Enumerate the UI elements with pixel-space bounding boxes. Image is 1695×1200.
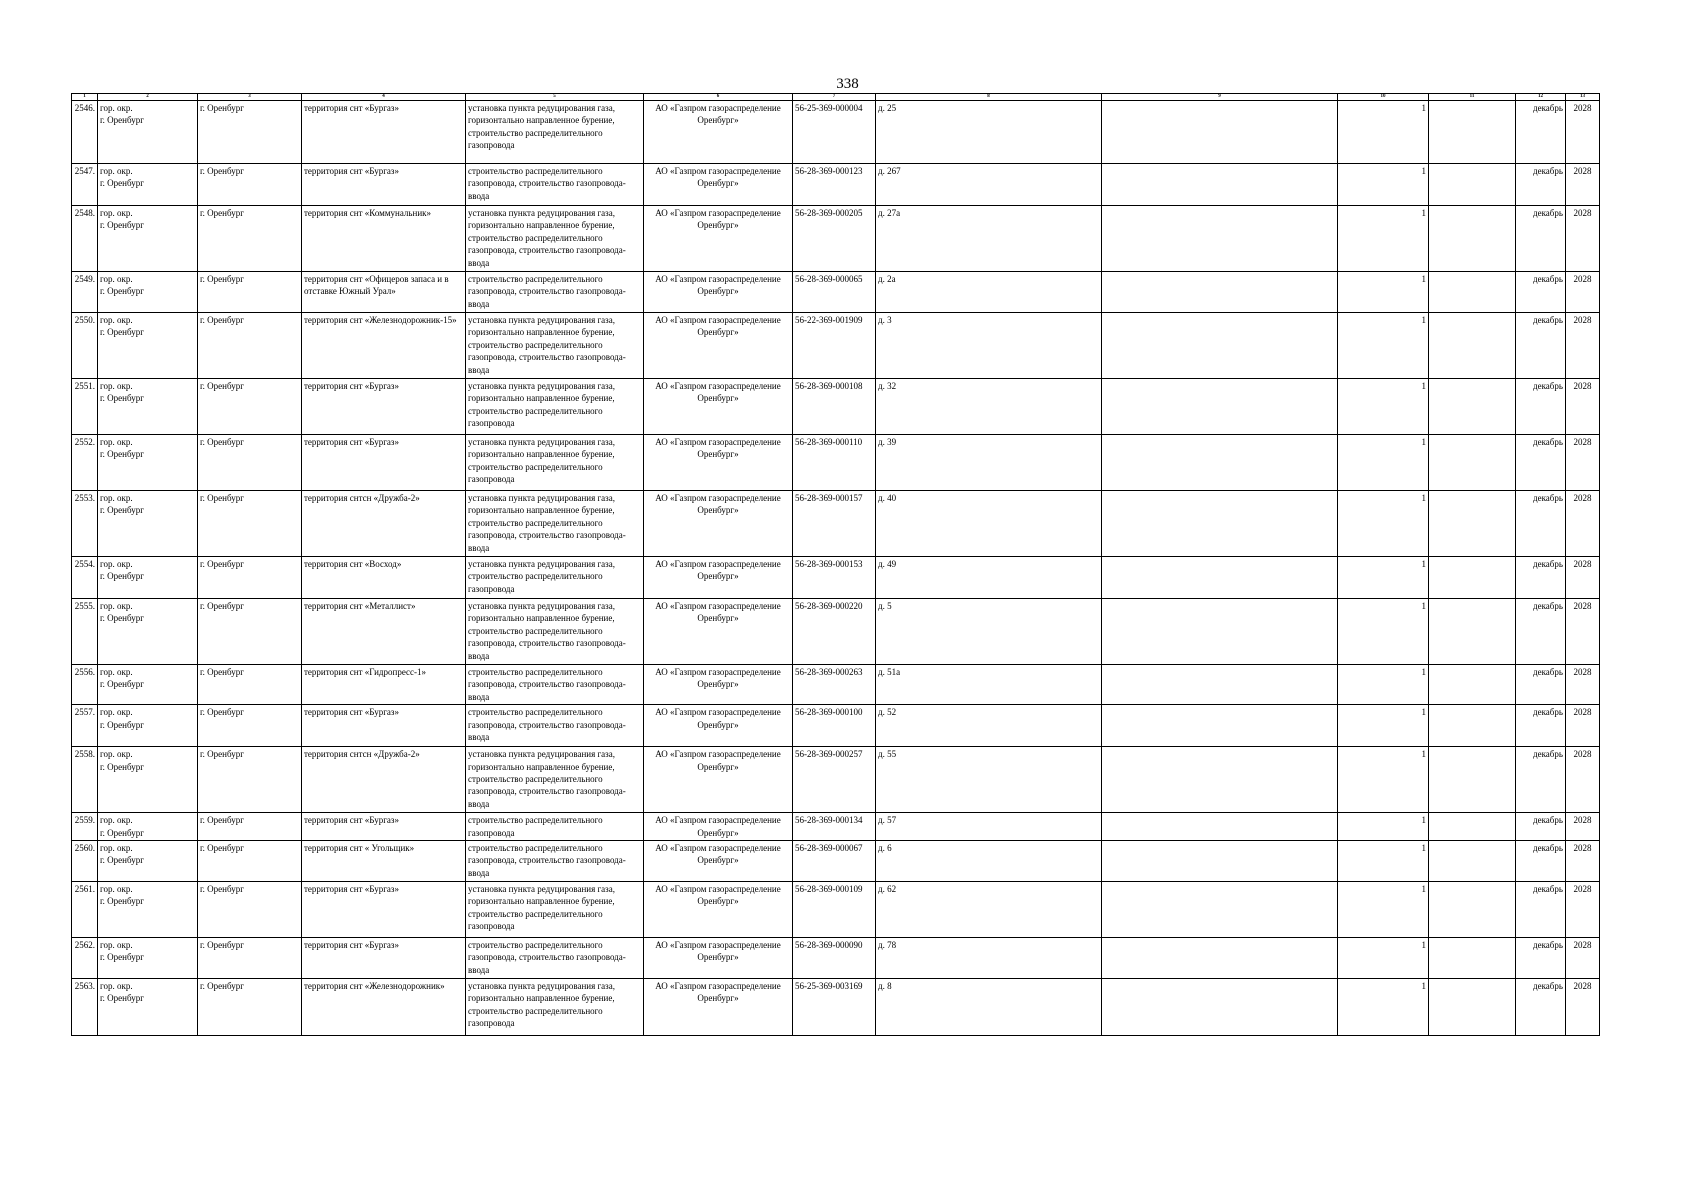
empty-cell-11 <box>1429 435 1516 491</box>
empty-cell-9 <box>1102 599 1338 665</box>
table-row <box>72 435 1600 491</box>
city-cell: г. Оренбург <box>198 101 302 164</box>
header-cell-6: 6 <box>644 94 793 101</box>
year-cell: 2028 <box>1566 164 1600 206</box>
cadastral-cell: 56-22-369-001909 <box>793 313 876 379</box>
empty-cell-9 <box>1102 435 1338 491</box>
row-number: 2554. <box>72 557 98 599</box>
work-cell: установка пункта редуцирования газа, горизонтально направленное бурение, строительство распределительного газопровода <box>466 101 644 164</box>
territory-cell: территория снтсн «Дружба-2» <box>302 491 466 557</box>
organization-cell: АО «Газпром газораспределение Оренбург» <box>644 599 793 665</box>
city-cell: г. Оренбург <box>198 206 302 272</box>
table-row <box>72 557 1600 599</box>
work-cell: строительство распределительного газопровода, строительство газопровода-ввода <box>466 665 644 705</box>
row-number: 2558. <box>72 747 98 813</box>
district-cell: гор. окр. г. Оренбург <box>98 435 198 491</box>
month-cell: декабрь <box>1516 938 1566 979</box>
work-cell: установка пункта редуцирования газа, горизонтально направленное бурение, строительство распределительного газопровода <box>466 882 644 938</box>
city-cell: г. Оренбург <box>198 938 302 979</box>
territory-cell: территория снт «Металлист» <box>302 599 466 665</box>
cadastral-cell: 56-28-369-000157 <box>793 491 876 557</box>
empty-cell-9 <box>1102 313 1338 379</box>
district-cell: гор. окр. г. Оренбург <box>98 705 198 747</box>
cadastral-cell: 56-28-369-000108 <box>793 379 876 435</box>
month-cell: декабрь <box>1516 435 1566 491</box>
house-cell: д. 2а <box>876 272 1102 313</box>
empty-cell-9 <box>1102 841 1338 882</box>
organization-cell: АО «Газпром газораспределение Оренбург» <box>644 665 793 705</box>
year-cell: 2028 <box>1566 882 1600 938</box>
row-number: 2550. <box>72 313 98 379</box>
cadastral-cell: 56-25-369-000004 <box>793 101 876 164</box>
city-cell: г. Оренбург <box>198 379 302 435</box>
organization-cell: АО «Газпром газораспределение Оренбург» <box>644 813 793 841</box>
empty-cell-9 <box>1102 557 1338 599</box>
house-cell: д. 62 <box>876 882 1102 938</box>
organization-cell: АО «Газпром газораспределение Оренбург» <box>644 101 793 164</box>
territory-cell: территория снт «Железнодорожник-15» <box>302 313 466 379</box>
cadastral-cell: 56-28-369-000134 <box>793 813 876 841</box>
house-cell: д. 8 <box>876 979 1102 1036</box>
month-cell: декабрь <box>1516 599 1566 665</box>
city-cell: г. Оренбург <box>198 665 302 705</box>
row-number: 2556. <box>72 665 98 705</box>
table-row <box>72 379 1600 435</box>
month-cell: декабрь <box>1516 379 1566 435</box>
organization-cell: АО «Газпром газораспределение Оренбург» <box>644 747 793 813</box>
city-cell: г. Оренбург <box>198 813 302 841</box>
month-cell: декабрь <box>1516 841 1566 882</box>
empty-cell-9 <box>1102 705 1338 747</box>
row-number: 2548. <box>72 206 98 272</box>
house-cell: д. 78 <box>876 938 1102 979</box>
work-cell: строительство распределительного газопровода <box>466 813 644 841</box>
header-cell-8: 8 <box>876 94 1102 101</box>
row-number: 2560. <box>72 841 98 882</box>
table-row <box>72 164 1600 206</box>
house-cell: д. 5 <box>876 599 1102 665</box>
year-cell: 2028 <box>1566 491 1600 557</box>
territory-cell: территория снт «Бургаз» <box>302 435 466 491</box>
row-number: 2562. <box>72 938 98 979</box>
month-cell: декабрь <box>1516 206 1566 272</box>
month-cell: декабрь <box>1516 882 1566 938</box>
territory-cell: территория снт «Железнодорожник» <box>302 979 466 1036</box>
organization-cell: АО «Газпром газораспределение Оренбург» <box>644 435 793 491</box>
district-cell: гор. окр. г. Оренбург <box>98 491 198 557</box>
month-cell: декабрь <box>1516 164 1566 206</box>
row-number: 2549. <box>72 272 98 313</box>
quantity-cell: 1 <box>1338 313 1429 379</box>
year-cell: 2028 <box>1566 272 1600 313</box>
city-cell: г. Оренбург <box>198 164 302 206</box>
empty-cell-9 <box>1102 164 1338 206</box>
year-cell: 2028 <box>1566 101 1600 164</box>
header-cell-13: 13 <box>1566 94 1600 101</box>
district-cell: гор. окр. г. Оренбург <box>98 938 198 979</box>
organization-cell: АО «Газпром газораспределение Оренбург» <box>644 938 793 979</box>
house-cell: д. 25 <box>876 101 1102 164</box>
territory-cell: территория снт «Бургаз» <box>302 379 466 435</box>
month-cell: декабрь <box>1516 665 1566 705</box>
row-number: 2551. <box>72 379 98 435</box>
cadastral-cell: 56-28-369-000257 <box>793 747 876 813</box>
row-number: 2559. <box>72 813 98 841</box>
quantity-cell: 1 <box>1338 101 1429 164</box>
organization-cell: АО «Газпром газораспределение Оренбург» <box>644 705 793 747</box>
work-cell: строительство распределительного газопровода, строительство газопровода-ввода <box>466 272 644 313</box>
house-cell: д. 6 <box>876 841 1102 882</box>
quantity-cell: 1 <box>1338 938 1429 979</box>
organization-cell: АО «Газпром газораспределение Оренбург» <box>644 841 793 882</box>
row-number: 2555. <box>72 599 98 665</box>
quantity-cell: 1 <box>1338 841 1429 882</box>
city-cell: г. Оренбург <box>198 705 302 747</box>
organization-cell: АО «Газпром газораспределение Оренбург» <box>644 882 793 938</box>
cadastral-cell: 56-28-369-000220 <box>793 599 876 665</box>
month-cell: декабрь <box>1516 272 1566 313</box>
quantity-cell: 1 <box>1338 882 1429 938</box>
table-row <box>72 206 1600 272</box>
district-cell: гор. окр. г. Оренбург <box>98 101 198 164</box>
empty-cell-11 <box>1429 747 1516 813</box>
city-cell: г. Оренбург <box>198 979 302 1036</box>
territory-cell: территория снт «Бургаз» <box>302 882 466 938</box>
district-cell: гор. окр. г. Оренбург <box>98 206 198 272</box>
territory-cell: территория снт «Бургаз» <box>302 705 466 747</box>
header-cell-2: 2 <box>98 94 198 101</box>
work-cell: установка пункта редуцирования газа, горизонтально направленное бурение, строительство распределительного газопровода <box>466 379 644 435</box>
quantity-cell: 1 <box>1338 665 1429 705</box>
month-cell: декабрь <box>1516 979 1566 1036</box>
page-number: 338 <box>836 76 859 92</box>
work-cell: строительство распределительного газопровода, строительство газопровода-ввода <box>466 705 644 747</box>
work-cell: установка пункта редуцирования газа, строительство распределительного газопровода <box>466 557 644 599</box>
empty-cell-9 <box>1102 101 1338 164</box>
month-cell: декабрь <box>1516 813 1566 841</box>
house-cell: д. 27а <box>876 206 1102 272</box>
empty-cell-9 <box>1102 272 1338 313</box>
quantity-cell: 1 <box>1338 435 1429 491</box>
district-cell: гор. окр. г. Оренбург <box>98 665 198 705</box>
city-cell: г. Оренбург <box>198 747 302 813</box>
territory-cell: территория снт «Бургаз» <box>302 164 466 206</box>
cadastral-cell: 56-28-369-000263 <box>793 665 876 705</box>
empty-cell-9 <box>1102 491 1338 557</box>
cadastral-cell: 56-28-369-000110 <box>793 435 876 491</box>
year-cell: 2028 <box>1566 313 1600 379</box>
district-cell: гор. окр. г. Оренбург <box>98 979 198 1036</box>
territory-cell: территория снт «Бургаз» <box>302 938 466 979</box>
year-cell: 2028 <box>1566 841 1600 882</box>
row-number: 2547. <box>72 164 98 206</box>
district-cell: гор. окр. г. Оренбург <box>98 599 198 665</box>
empty-cell-11 <box>1429 379 1516 435</box>
month-cell: декабрь <box>1516 313 1566 379</box>
table-row <box>72 882 1600 938</box>
city-cell: г. Оренбург <box>198 841 302 882</box>
work-cell: строительство распределительного газопровода, строительство газопровода-ввода <box>466 938 644 979</box>
header-cell-3: 3 <box>198 94 302 101</box>
organization-cell: АО «Газпром газораспределение Оренбург» <box>644 164 793 206</box>
empty-cell-11 <box>1429 938 1516 979</box>
territory-cell: территория снт «Коммунальник» <box>302 206 466 272</box>
row-number: 2552. <box>72 435 98 491</box>
row-number: 2553. <box>72 491 98 557</box>
house-cell: д. 49 <box>876 557 1102 599</box>
organization-cell: АО «Газпром газораспределение Оренбург» <box>644 491 793 557</box>
header-cell-4: 4 <box>302 94 466 101</box>
house-cell: д. 55 <box>876 747 1102 813</box>
row-number: 2561. <box>72 882 98 938</box>
table-row <box>72 313 1600 379</box>
district-cell: гор. окр. г. Оренбург <box>98 747 198 813</box>
work-cell: установка пункта редуцирования газа, горизонтально направленное бурение, строительство распределительного газопровода, строительство газопровода-ввода <box>466 206 644 272</box>
empty-cell-11 <box>1429 272 1516 313</box>
district-cell: гор. окр. г. Оренбург <box>98 379 198 435</box>
table-body <box>72 101 1600 1036</box>
city-cell: г. Оренбург <box>198 435 302 491</box>
empty-cell-11 <box>1429 313 1516 379</box>
territory-cell: территория снт «Восход» <box>302 557 466 599</box>
empty-cell-11 <box>1429 599 1516 665</box>
organization-cell: АО «Газпром газораспределение Оренбург» <box>644 313 793 379</box>
city-cell: г. Оренбург <box>198 491 302 557</box>
organization-cell: АО «Газпром газораспределение Оренбург» <box>644 557 793 599</box>
quantity-cell: 1 <box>1338 747 1429 813</box>
empty-cell-9 <box>1102 979 1338 1036</box>
organization-cell: АО «Газпром газораспределение Оренбург» <box>644 979 793 1036</box>
year-cell: 2028 <box>1566 938 1600 979</box>
year-cell: 2028 <box>1566 599 1600 665</box>
table-row <box>72 747 1600 813</box>
table-row <box>72 599 1600 665</box>
house-cell: д. 51а <box>876 665 1102 705</box>
year-cell: 2028 <box>1566 979 1600 1036</box>
district-cell: гор. окр. г. Оренбург <box>98 813 198 841</box>
organization-cell: АО «Газпром газораспределение Оренбург» <box>644 206 793 272</box>
cadastral-cell: 56-28-369-000205 <box>793 206 876 272</box>
quantity-cell: 1 <box>1338 164 1429 206</box>
year-cell: 2028 <box>1566 435 1600 491</box>
table-row <box>72 272 1600 313</box>
work-cell: строительство распределительного газопровода, строительство газопровода-ввода <box>466 164 644 206</box>
month-cell: декабрь <box>1516 101 1566 164</box>
territory-cell: территория снт « Угольщик» <box>302 841 466 882</box>
city-cell: г. Оренбург <box>198 272 302 313</box>
cadastral-cell: 56-25-369-003169 <box>793 979 876 1036</box>
header-row <box>72 94 1600 101</box>
house-cell: д. 3 <box>876 313 1102 379</box>
organization-cell: АО «Газпром газораспределение Оренбург» <box>644 272 793 313</box>
district-cell: гор. окр. г. Оренбург <box>98 841 198 882</box>
district-cell: гор. окр. г. Оренбург <box>98 557 198 599</box>
year-cell: 2028 <box>1566 747 1600 813</box>
empty-cell-9 <box>1102 882 1338 938</box>
house-cell: д. 57 <box>876 813 1102 841</box>
empty-cell-11 <box>1429 164 1516 206</box>
year-cell: 2028 <box>1566 813 1600 841</box>
year-cell: 2028 <box>1566 557 1600 599</box>
table-row <box>72 938 1600 979</box>
header-cell-11: 11 <box>1429 94 1516 101</box>
territory-cell: территория снт «Гидропресс-1» <box>302 665 466 705</box>
empty-cell-11 <box>1429 101 1516 164</box>
empty-cell-11 <box>1429 206 1516 272</box>
house-cell: д. 40 <box>876 491 1102 557</box>
city-cell: г. Оренбург <box>198 313 302 379</box>
table-row <box>72 705 1600 747</box>
month-cell: декабрь <box>1516 491 1566 557</box>
table-row <box>72 491 1600 557</box>
work-cell: установка пункта редуцирования газа, горизонтально направленное бурение, строительство распределительного газопровода, строительство газопровода-ввода <box>466 491 644 557</box>
cadastral-cell: 56-28-369-000153 <box>793 557 876 599</box>
empty-cell-11 <box>1429 841 1516 882</box>
month-cell: декабрь <box>1516 705 1566 747</box>
quantity-cell: 1 <box>1338 557 1429 599</box>
work-cell: установка пункта редуцирования газа, горизонтально направленное бурение, строительство распределительного газопровода, строительство газопровода-ввода <box>466 599 644 665</box>
cadastral-cell: 56-28-369-000100 <box>793 705 876 747</box>
quantity-cell: 1 <box>1338 272 1429 313</box>
empty-cell-9 <box>1102 813 1338 841</box>
city-cell: г. Оренбург <box>198 882 302 938</box>
work-cell: установка пункта редуцирования газа, горизонтально направленное бурение, строительство распределительного газопровода <box>466 979 644 1036</box>
district-cell: гор. окр. г. Оренбург <box>98 313 198 379</box>
header-cell-1: 1 <box>72 94 98 101</box>
empty-cell-11 <box>1429 557 1516 599</box>
cadastral-cell: 56-28-369-000067 <box>793 841 876 882</box>
work-cell: строительство распределительного газопровода, строительство газопровода-ввода <box>466 841 644 882</box>
empty-cell-9 <box>1102 206 1338 272</box>
table-row <box>72 665 1600 705</box>
month-cell: декабрь <box>1516 747 1566 813</box>
year-cell: 2028 <box>1566 206 1600 272</box>
empty-cell-11 <box>1429 705 1516 747</box>
header-cell-5: 5 <box>466 94 644 101</box>
empty-cell-11 <box>1429 882 1516 938</box>
house-cell: д. 39 <box>876 435 1102 491</box>
house-cell: д. 267 <box>876 164 1102 206</box>
empty-cell-11 <box>1429 979 1516 1036</box>
year-cell: 2028 <box>1566 379 1600 435</box>
month-cell: декабрь <box>1516 557 1566 599</box>
quantity-cell: 1 <box>1338 491 1429 557</box>
work-cell: установка пункта редуцирования газа, горизонтально направленное бурение, строительство распределительного газопровода <box>466 435 644 491</box>
quantity-cell: 1 <box>1338 705 1429 747</box>
work-cell: установка пункта редуцирования газа, горизонтально направленное бурение, строительство распределительного газопровода, строительство газопровода-ввода <box>466 747 644 813</box>
cadastral-cell: 56-28-369-000065 <box>793 272 876 313</box>
cadastral-cell: 56-28-369-000109 <box>793 882 876 938</box>
empty-cell-11 <box>1429 491 1516 557</box>
district-cell: гор. окр. г. Оренбург <box>98 164 198 206</box>
cadastral-cell: 56-28-369-000090 <box>793 938 876 979</box>
quantity-cell: 1 <box>1338 206 1429 272</box>
city-cell: г. Оренбург <box>198 599 302 665</box>
territory-cell: территория снт «Бургаз» <box>302 813 466 841</box>
year-cell: 2028 <box>1566 705 1600 747</box>
empty-cell-11 <box>1429 665 1516 705</box>
table-row <box>72 841 1600 882</box>
district-cell: гор. окр. г. Оренбург <box>98 272 198 313</box>
cadastral-cell: 56-28-369-000123 <box>793 164 876 206</box>
house-cell: д. 32 <box>876 379 1102 435</box>
quantity-cell: 1 <box>1338 379 1429 435</box>
city-cell: г. Оренбург <box>198 557 302 599</box>
header-cell-12: 12 <box>1516 94 1566 101</box>
house-cell: д. 52 <box>876 705 1102 747</box>
header-cell-10: 10 <box>1338 94 1429 101</box>
district-cell: гор. окр. г. Оренбург <box>98 882 198 938</box>
row-number: 2546. <box>72 101 98 164</box>
header-cell-7: 7 <box>793 94 876 101</box>
empty-cell-9 <box>1102 379 1338 435</box>
quantity-cell: 1 <box>1338 979 1429 1036</box>
empty-cell-9 <box>1102 938 1338 979</box>
table-row <box>72 979 1600 1036</box>
quantity-cell: 1 <box>1338 599 1429 665</box>
territory-cell: территория снт «Бургаз» <box>302 101 466 164</box>
register-table <box>71 93 1600 1036</box>
empty-cell-11 <box>1429 813 1516 841</box>
work-cell: установка пункта редуцирования газа, горизонтально направленное бурение, строительство распределительного газопровода, строительство газопровода-ввода <box>466 313 644 379</box>
row-number: 2557. <box>72 705 98 747</box>
organization-cell: АО «Газпром газораспределение Оренбург» <box>644 379 793 435</box>
territory-cell: территория снтсн «Дружба-2» <box>302 747 466 813</box>
row-number: 2563. <box>72 979 98 1036</box>
header-cell-9: 9 <box>1102 94 1338 101</box>
territory-cell: территория снт «Офицеров запаса и в отставке Южный Урал» <box>302 272 466 313</box>
table-row <box>72 101 1600 164</box>
quantity-cell: 1 <box>1338 813 1429 841</box>
table-row <box>72 813 1600 841</box>
year-cell: 2028 <box>1566 665 1600 705</box>
empty-cell-9 <box>1102 665 1338 705</box>
empty-cell-9 <box>1102 747 1338 813</box>
